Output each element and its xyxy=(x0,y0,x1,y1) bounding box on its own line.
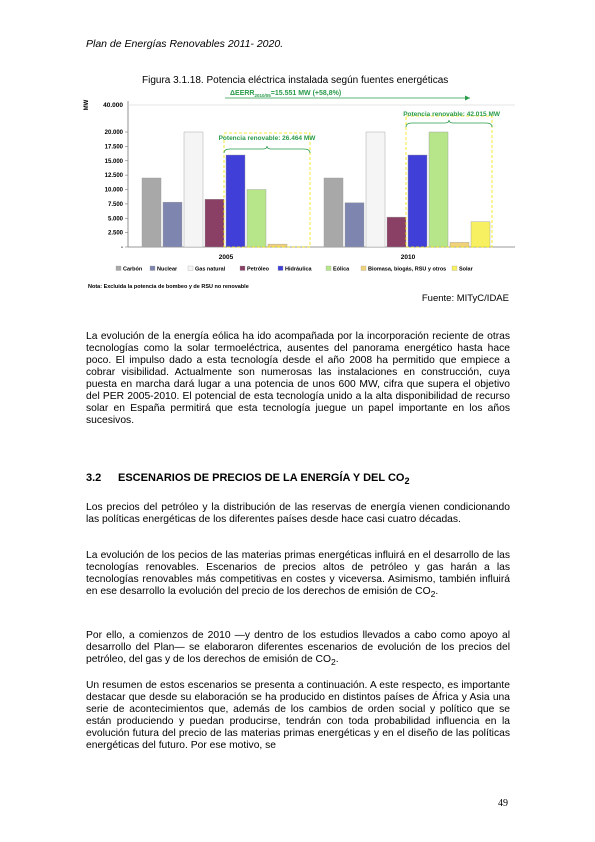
paragraph-solar: La evolución de la energía eólica ha ido acompañada por la incorporación reciente de otras tecnologías como la solar termoeléctrica, ausentes del panorama energético hasta hace poco. El impulso dado a esta tecnología desde el año 2008 ha permitido que empiece a cobrar visibilidad. Actualmente son numerosas las instalaciones en construcción, cuya puesta en marcha dará lugar a una potencia de unos 600 MW, cifra que supera el objetivo del PER 2005-2010. El potencial de esta tecnología unido a la alta disponibilidad de recurso solar en España permitirá que esta tecnología juegue un papel importante en los años sucesivos. xyxy=(86,331,510,426)
y-tick-label: 12.500 xyxy=(104,173,123,180)
paragraph-scenarios-text: Por ello, a comienzos de 2010 —y dentro de los estudios llevados a cabo como apoyo al desarrollo del Plan— se elaboraron diferentes escenarios de evolución de los precios del petróleo, del gas y de los derechos de emisión de CO xyxy=(86,630,510,665)
bar-chart xyxy=(80,85,520,293)
section-title-subscript: 2 xyxy=(404,476,410,487)
legend-label-6: Biomasa, biogás, RSU y otros xyxy=(368,266,447,273)
paragraph-oil-prices: Los precios del petróleo y la distribución de las reservas de energía vienen condicionando las políticas energéticas de los diferentes países desde hace casi cuatro décadas. xyxy=(86,502,510,525)
bar-2010-3 xyxy=(387,217,406,247)
chart-note: Nota: Excluida la potencia de bombeo y de RSU no renovable xyxy=(88,284,249,290)
x-tick-label: 2005 xyxy=(218,254,234,261)
paragraph-raw-materials-text: La evolución de los pecios de las materias primas energéticas influirá en el desarrollo de las tecnologías renovables. Escenarios de precios altos de petróleo y gas harán a las tecnologías renovables más competitivas en costes y viceversa. Asimismo, también influirá en ese desarrollo la evolución del precio de los derechos de emisión de CO xyxy=(86,550,510,597)
section-number: 3.2 xyxy=(86,472,102,484)
legend-swatch-5 xyxy=(326,266,331,271)
y-tick-label: 10.000 xyxy=(104,187,123,194)
co2-subscript-2: 2 xyxy=(330,657,336,668)
bar-2005-3 xyxy=(205,199,224,247)
legend-swatch-7 xyxy=(452,266,457,271)
legend-swatch-4 xyxy=(278,266,283,271)
legend-label-2: Gas natural xyxy=(195,266,226,273)
renewable-label-2010: Potencia renovable: 42.015 MW xyxy=(403,111,500,118)
legend-label-5: Eólica xyxy=(333,266,350,273)
bar-2010-2 xyxy=(366,132,385,247)
legend-label-1: Nuclear xyxy=(157,266,178,273)
section-title: ESCENARIOS DE PRECIOS DE LA ENERGÍA Y DEL CO xyxy=(118,472,405,484)
paragraph-scenarios-end: . xyxy=(335,654,339,665)
bar-2010-7 xyxy=(471,222,490,247)
y-tick-label: 2.500 xyxy=(107,230,123,237)
y-break-tick-label: 40.000 xyxy=(103,102,123,109)
bar-2005-2 xyxy=(184,132,203,247)
paragraph-scenarios xyxy=(86,630,510,668)
y-tick-label: - xyxy=(121,245,123,251)
legend-swatch-2 xyxy=(188,266,193,271)
y-tick-label: 7.500 xyxy=(107,201,123,208)
figure-title: Figura 3.1.18. Potencia eléctrica instalada según fuentes energéticas xyxy=(142,75,449,86)
bar-2005-0 xyxy=(142,178,161,247)
running-header: Plan de Energías Renovables 2011- 2020. xyxy=(86,38,284,50)
y-tick-label: 15.000 xyxy=(104,158,123,165)
legend-swatch-1 xyxy=(150,266,155,271)
bar-2010-1 xyxy=(345,203,364,247)
bar-2010-6 xyxy=(450,242,469,247)
bar-2010-4 xyxy=(408,155,427,247)
paragraph-summary: Un resumen de estos escenarios se presenta a continuación. A este respecto, es importante destacar que desde su elaboración se ha producido en distintos países de África y Asia una serie de acontecimientos que, además de los cambios de orden social y político que se están produciendo y puedan producirse, tendrán con toda probabilidad influencia en la evolución futura del precio de las materias primas energéticas y en el diseño de las políticas energéticas del futuro. Por ese motivo, se xyxy=(86,680,510,751)
bar-2010-5 xyxy=(429,132,448,247)
section-heading xyxy=(86,472,410,486)
delta-arrow-head xyxy=(465,96,470,101)
legend-label-7: Solar xyxy=(459,266,473,273)
paragraph-raw-materials-end: . xyxy=(435,586,439,597)
renewable-brace-2005 xyxy=(224,146,310,153)
legend-label-0: Carbón xyxy=(123,266,143,273)
page-number: 49 xyxy=(498,798,508,809)
delta-annotation: $\Delta EERR_{2010/05}=15.551$ MW (+58,8%) xyxy=(230,90,342,98)
legend-swatch-0 xyxy=(116,266,121,271)
bar-2005-4 xyxy=(226,155,245,247)
y-tick-label: 5.000 xyxy=(107,216,123,223)
y-tick-label: 20.000 xyxy=(104,130,123,136)
bar-2005-6 xyxy=(268,244,287,247)
y-axis-title: MW xyxy=(84,99,90,111)
bar-2005-1 xyxy=(163,202,182,247)
legend-swatch-6 xyxy=(361,266,366,271)
bar-2005-5 xyxy=(247,190,266,248)
renewable-label-2005: Potencia renovable: 26.464 MW xyxy=(218,135,316,142)
y-tick-label: 17.500 xyxy=(104,144,123,151)
paragraph-raw-materials xyxy=(86,550,510,600)
co2-subscript: 2 xyxy=(430,589,436,600)
legend-label-4: Hidráulica xyxy=(285,266,312,273)
bar-2010-0 xyxy=(324,178,343,247)
renewable-brace-2010 xyxy=(406,120,492,127)
legend-label-3: Petróleo xyxy=(247,266,270,273)
figure-source: Fuente: MITyC/IDAE xyxy=(421,293,509,304)
x-tick-label: 2010 xyxy=(400,254,416,261)
legend-swatch-3 xyxy=(240,266,245,271)
